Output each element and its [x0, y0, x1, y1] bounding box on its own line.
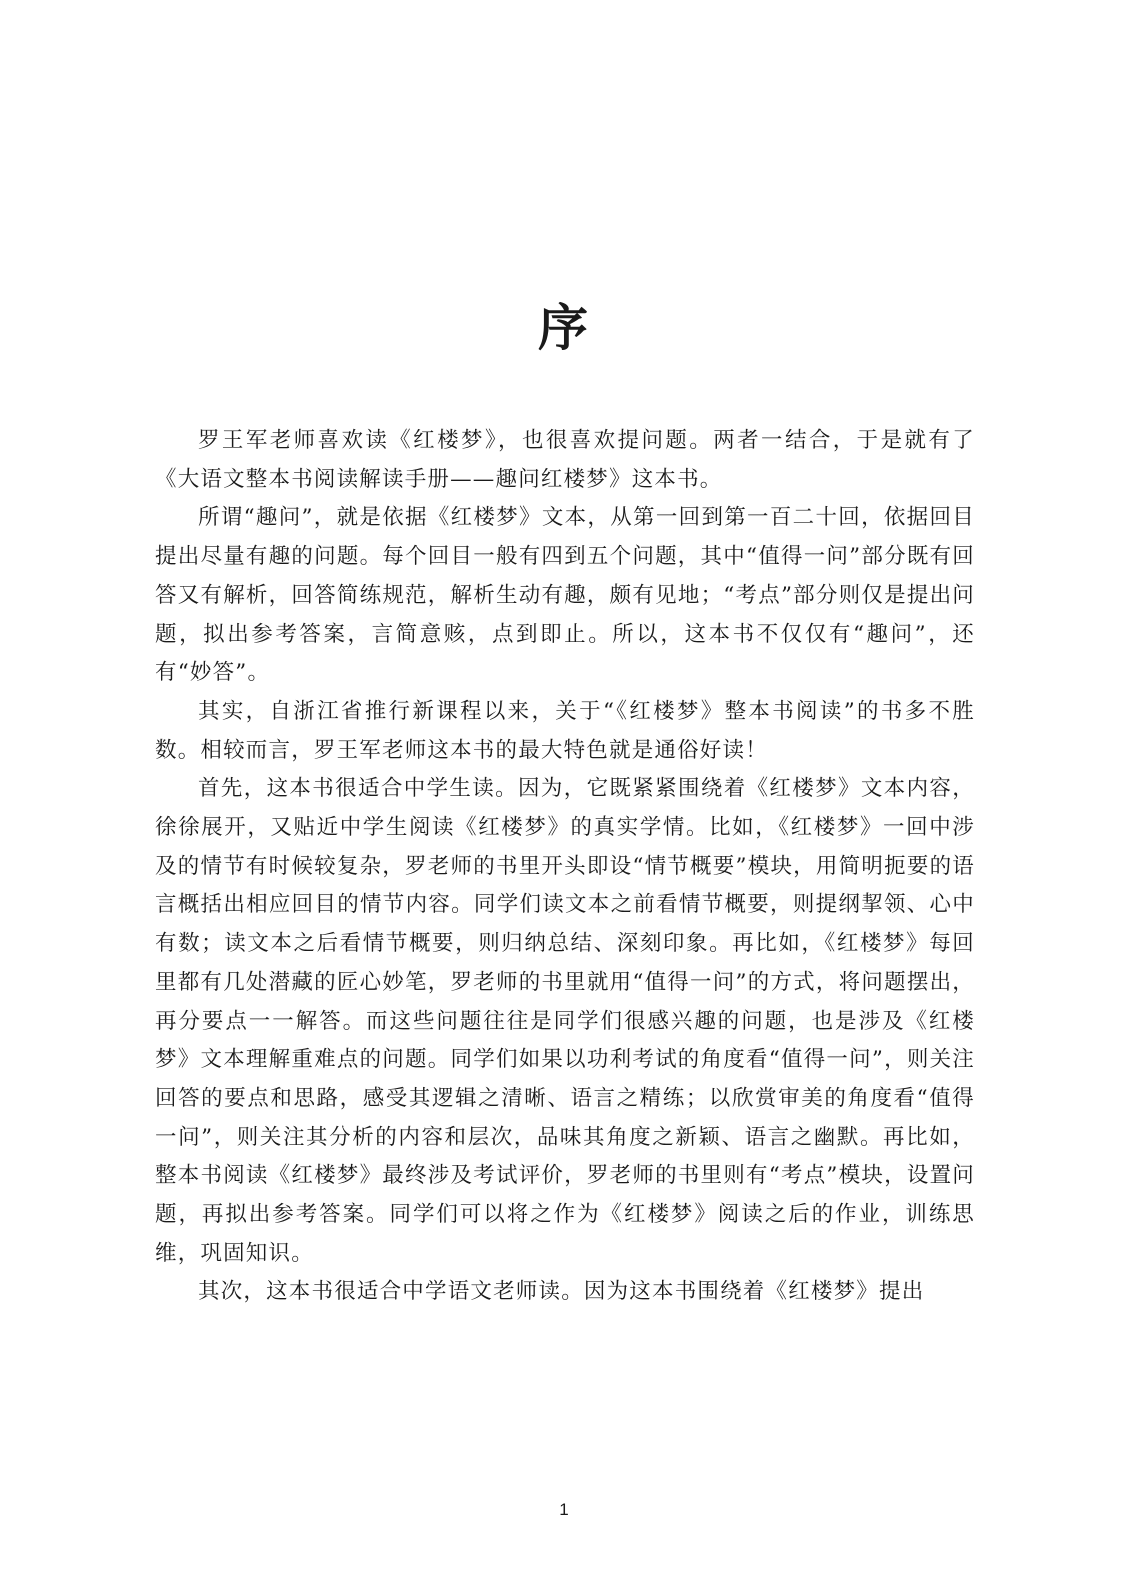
- page-number: 1: [559, 1500, 569, 1519]
- paragraph: 罗王军老师喜欢读《红楼梦》，也很喜欢提问题。两者一结合，于是就有了《大语文整本书阅读解读手册——趣问红楼梦》这本书。: [155, 428, 975, 492]
- page-title: 序: [538, 297, 590, 357]
- paragraph: 其实，自浙江省推行新课程以来，关于“《红楼梦》整本书阅读”的书多不胜数。相较而言，罗王军老师这本书的最大特色就是通俗好读！: [155, 698, 975, 763]
- paragraph: 首先，这本书很适合中学生读。因为，它既紧紧围绕着《红楼梦》文本内容，徐徐展开，又贴近中学生阅读《红楼梦》的真实学情。比如，《红楼梦》一回中涉及的情节有时候较复杂，罗老师的书里开头即设“情节概要”模块，用简明扼要的语言概括出相应回目的情节内容。同学们读文本之前看情节概要，则提纲挈领、心中有数；读文本之后看情节概要，则归纳总结、深刻印象。再比如，《红楼梦》每回里都有几处潜藏的匠心妙笔，罗老师的书里就用“值得一问”的方式，将问题摆出，再分要点一一解答。而这些问题往往是同学们很感兴趣的问题，也是涉及《红楼梦》文本理解重难点的问题。同学们如果以功利考试的角度看“值得一问”，则关注回答的要点和思路，感受其逻辑之清晰、语言之精练；以欣赏审美的角度看“值得一问”，则关注其分析的内容和层次，品味其角度之新颖、语言之幽默。再比如，整本书阅读《红楼梦》最终涉及考试评价，罗老师的书里则有“考点”模块，设置问题，再拟出参考答案。同学们可以将之作为《红楼梦》阅读之后的作业，训练思维，巩固知识。: [155, 776, 975, 1266]
- paragraph: 所谓“趣问”，就是依据《红楼梦》文本，从第一回到第一百二十回，依据回目提出尽量有趣的问题。每个回目一般有四到五个问题，其中“值得一问”部分既有回答又有解析，回答简练规范，解析生动有趣，颇有见地；“考点”部分则仅是提出问题，拟出参考答案，言简意赅，点到即止。所以，这本书不仅仅有“趣问”，还有“妙答”。: [155, 505, 975, 686]
- paragraph: 其次，这本书很适合中学语文老师读。因为这本书围绕着《红楼梦》提出: [198, 1279, 925, 1305]
- body-text: [155, 422, 975, 1312]
